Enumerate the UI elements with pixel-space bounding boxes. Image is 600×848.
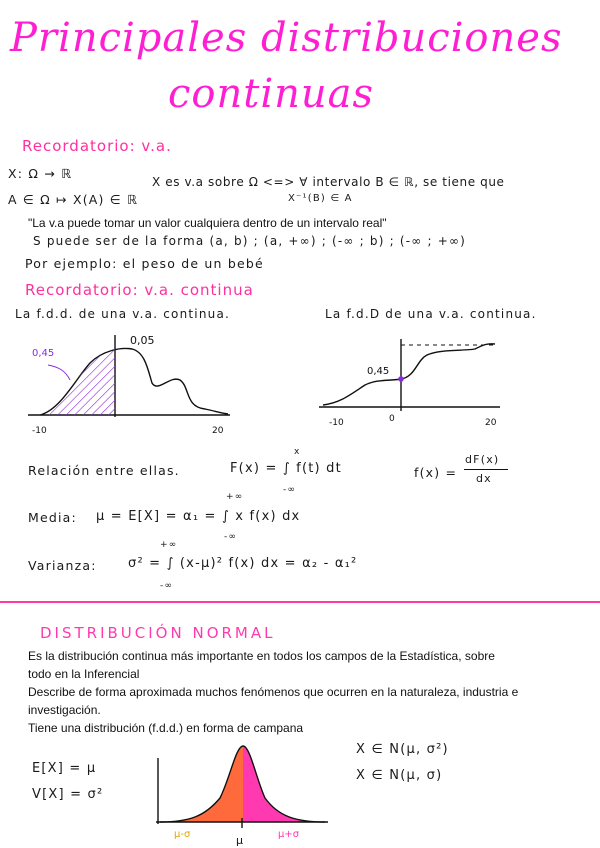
pdf-sketch: [20, 325, 250, 440]
interval-forms: S puede ser de la forma (a, b) ; (a, +∞) ; (-∞ ; b) ; (-∞ ; +∞): [33, 234, 467, 248]
normal-paragraph-2: Describe de forma aproximada muchos fenómenos que ocurren en la naturaleza, industria e: [28, 685, 519, 699]
left-area: [160, 746, 243, 822]
relation-upper: x: [294, 447, 301, 457]
normal-sd-param: X ∈ N(μ, σ): [356, 768, 443, 783]
va-condition: X es v.a sobre Ω <=> ∀ intervalo B ∈ ℝ, se tiene que: [152, 175, 505, 189]
point-label: 0,45: [367, 366, 390, 377]
x-zero-label: 0: [389, 414, 395, 424]
inverse-condition: X⁻¹(B) ∈ A: [288, 193, 353, 204]
x-min-label: -10: [329, 418, 344, 428]
x-max-label: 20: [485, 418, 497, 428]
media-lower: -∞: [224, 532, 238, 542]
normal-paragraph-1b: todo en la Inferencial: [28, 667, 140, 681]
deriv-den: dx: [476, 472, 492, 485]
printed-note: "La v.a puede tomar un valor cualquiera dentro de un intervalo real": [28, 216, 387, 230]
relation-label: Relación entre ellas.: [28, 463, 180, 478]
x-max-label: 20: [212, 426, 224, 436]
media-upper: +∞: [226, 492, 244, 502]
fraction-bar: [464, 469, 508, 470]
cdf-sketch: [315, 335, 515, 435]
normal-expectation: E[X] = μ: [32, 761, 97, 776]
heading-recordatorio-va: Recordatorio: v.a.: [22, 137, 172, 155]
right-area: [243, 746, 325, 822]
page-title-line2: continuas: [168, 71, 375, 117]
left-caption: La f.d.d. de una v.a. continua.: [15, 307, 231, 321]
example-line: Por ejemplo: el peso de un bebé: [25, 256, 264, 271]
page-title: Principales distribuciones: [10, 15, 563, 61]
normal-paragraph-2b: investigación.: [28, 703, 101, 717]
normal-paragraph-3: Tiene una distribución (f.d.d.) en forma de campana: [28, 721, 304, 735]
varianza-label: Varianza:: [28, 558, 97, 573]
peak-label: 0,05: [130, 334, 155, 347]
varianza-upper: +∞: [160, 540, 178, 550]
axis-label-mu: μ: [236, 834, 243, 846]
relation-formula: F(x) = ∫ f(t) dt: [230, 461, 342, 476]
bell-curve-sketch: [150, 738, 330, 846]
x-min-label: -10: [32, 426, 47, 436]
assign-line: A ∈ Ω ↦ X(A) ∈ ℝ: [8, 192, 139, 207]
relation-lower: -∞: [283, 485, 297, 495]
cdf-curve: [323, 344, 495, 405]
map-line: X: Ω → ℝ: [8, 166, 73, 181]
media-label: Media:: [28, 510, 77, 525]
media-formula: μ = E[X] = α₁ = ∫ x f(x) dx: [96, 509, 301, 524]
normal-paragraph-1: Es la distribución continua más importante en todos los campos de la Estadística, sobre: [28, 649, 495, 663]
varianza-formula: σ² = ∫ (x-μ)² f(x) dx = α₂ - α₁²: [128, 556, 358, 571]
deriv-lhs: f(x) =: [414, 465, 458, 480]
normal-variance: V[X] = σ²: [32, 787, 104, 802]
section-separator: [0, 601, 600, 603]
axis-label-mu-minus-sigma: μ-σ: [174, 829, 191, 840]
deriv-num: dF(x): [465, 453, 500, 466]
axis-label-mu-plus-sigma: μ+σ: [278, 829, 300, 840]
shaded-label: 0,45: [32, 348, 55, 359]
heading-normal: DISTRIBUCIÓN NORMAL: [40, 624, 276, 642]
heading-recordatorio-continua: Recordatorio: v.a. continua: [25, 281, 254, 299]
marked-point: [398, 376, 404, 382]
right-caption: La f.d.D de una v.a. continua.: [325, 307, 537, 321]
normal-variance-param: X ∈ N(μ, σ²): [356, 742, 449, 757]
varianza-lower: -∞: [160, 581, 174, 591]
